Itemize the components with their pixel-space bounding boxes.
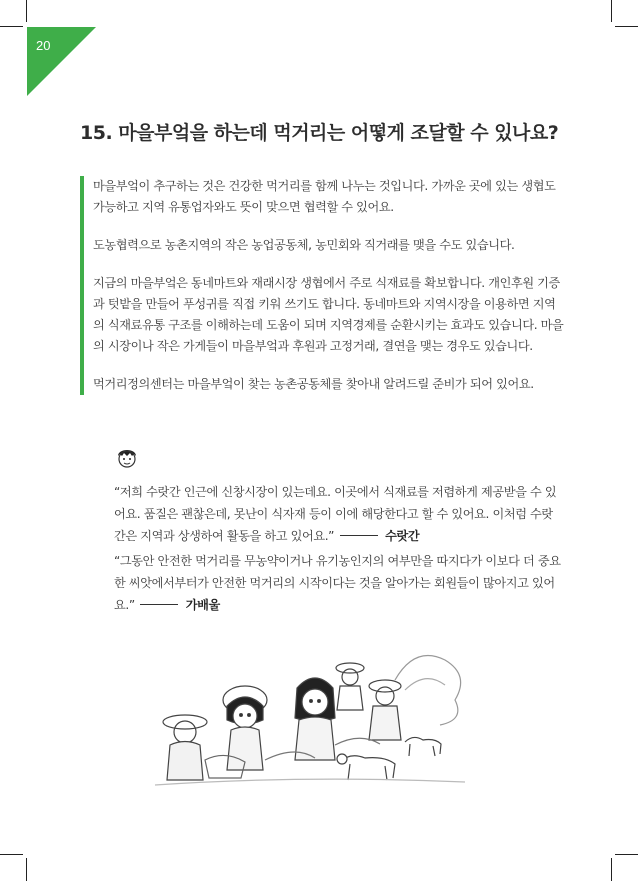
paragraph: 지금의 마을부엌은 동네마트와 재래시장 생협에서 주로 식재료를 확보합니다. 개인후원 기증과 텃밭을 만들어 푸성귀를 직접 키워 쓰기도 합니다. 동네마트와 지역시장을 이용하면 지역의 식재료유통 구조를 이해하는데 도움이 되며 지역경제를 순환시키는 효과도 있습니다. 마을의 시장이나 작은 가게들이 마을부엌과 후원과 고정거래, 결연을 맺는 경우도 있습니다. (93, 276, 564, 353)
body-section (80, 176, 565, 395)
crop-mark (26, 0, 27, 22)
crop-mark (611, 0, 612, 22)
quote-text: “저희 수랏간 인근에 신창시장이 있는데요. 이곳에서 식재료를 저렴하게 제공받을 수 있어요. 품질은 괜찮은데, 못난이 식자재 등이 이에 해당한다고 할 수 있어요. 이처럼 수랏간은 지역과 상생하여 활동을 하고 있어요.” (114, 485, 557, 543)
gardening-people-illustration (145, 640, 475, 800)
paragraph: 먹거리정의센터는 마을부엌이 찾는 농촌공동체를 찾아내 알려드릴 준비가 되어 있어요. (93, 377, 534, 391)
quote (114, 481, 564, 547)
paragraph: 마을부엌이 추구하는 것은 건강한 먹거리를 함께 나누는 것입니다. 가까운 곳에 있는 생협도 가능하고 지역 유통업자와도 뜻이 맞으면 협력할 수 있어요. (93, 179, 556, 214)
signature-line (340, 535, 378, 536)
quote (114, 550, 564, 616)
signature-line (140, 604, 178, 605)
crop-mark (615, 26, 638, 27)
page-number: 20 (36, 38, 51, 53)
crop-mark (615, 854, 638, 855)
quote-source: 수랏간 (385, 529, 420, 543)
crop-mark (26, 858, 27, 881)
paragraph: 도농협력으로 농촌지역의 작은 농업공동체, 농민회와 직거래를 맺을 수도 있습니다. (93, 238, 515, 252)
quote-text: “그동안 안전한 먹거리를 무농약이거나 유기농인지의 여부만을 따지다가 이보다 더 중요한 씨앗에서부터가 안전한 먹거리의 시작이다는 것을 알아가는 회원들이 많아지고 있어요.” (114, 554, 561, 612)
crop-mark (611, 858, 612, 881)
page-title: 15. 마을부엌을 하는데 먹거리는 어떻게 조달할 수 있나요? (80, 122, 559, 144)
quote-source: 가배울 (185, 598, 220, 612)
face-icon (114, 444, 140, 470)
crop-mark (0, 854, 23, 855)
crop-mark (0, 26, 23, 27)
